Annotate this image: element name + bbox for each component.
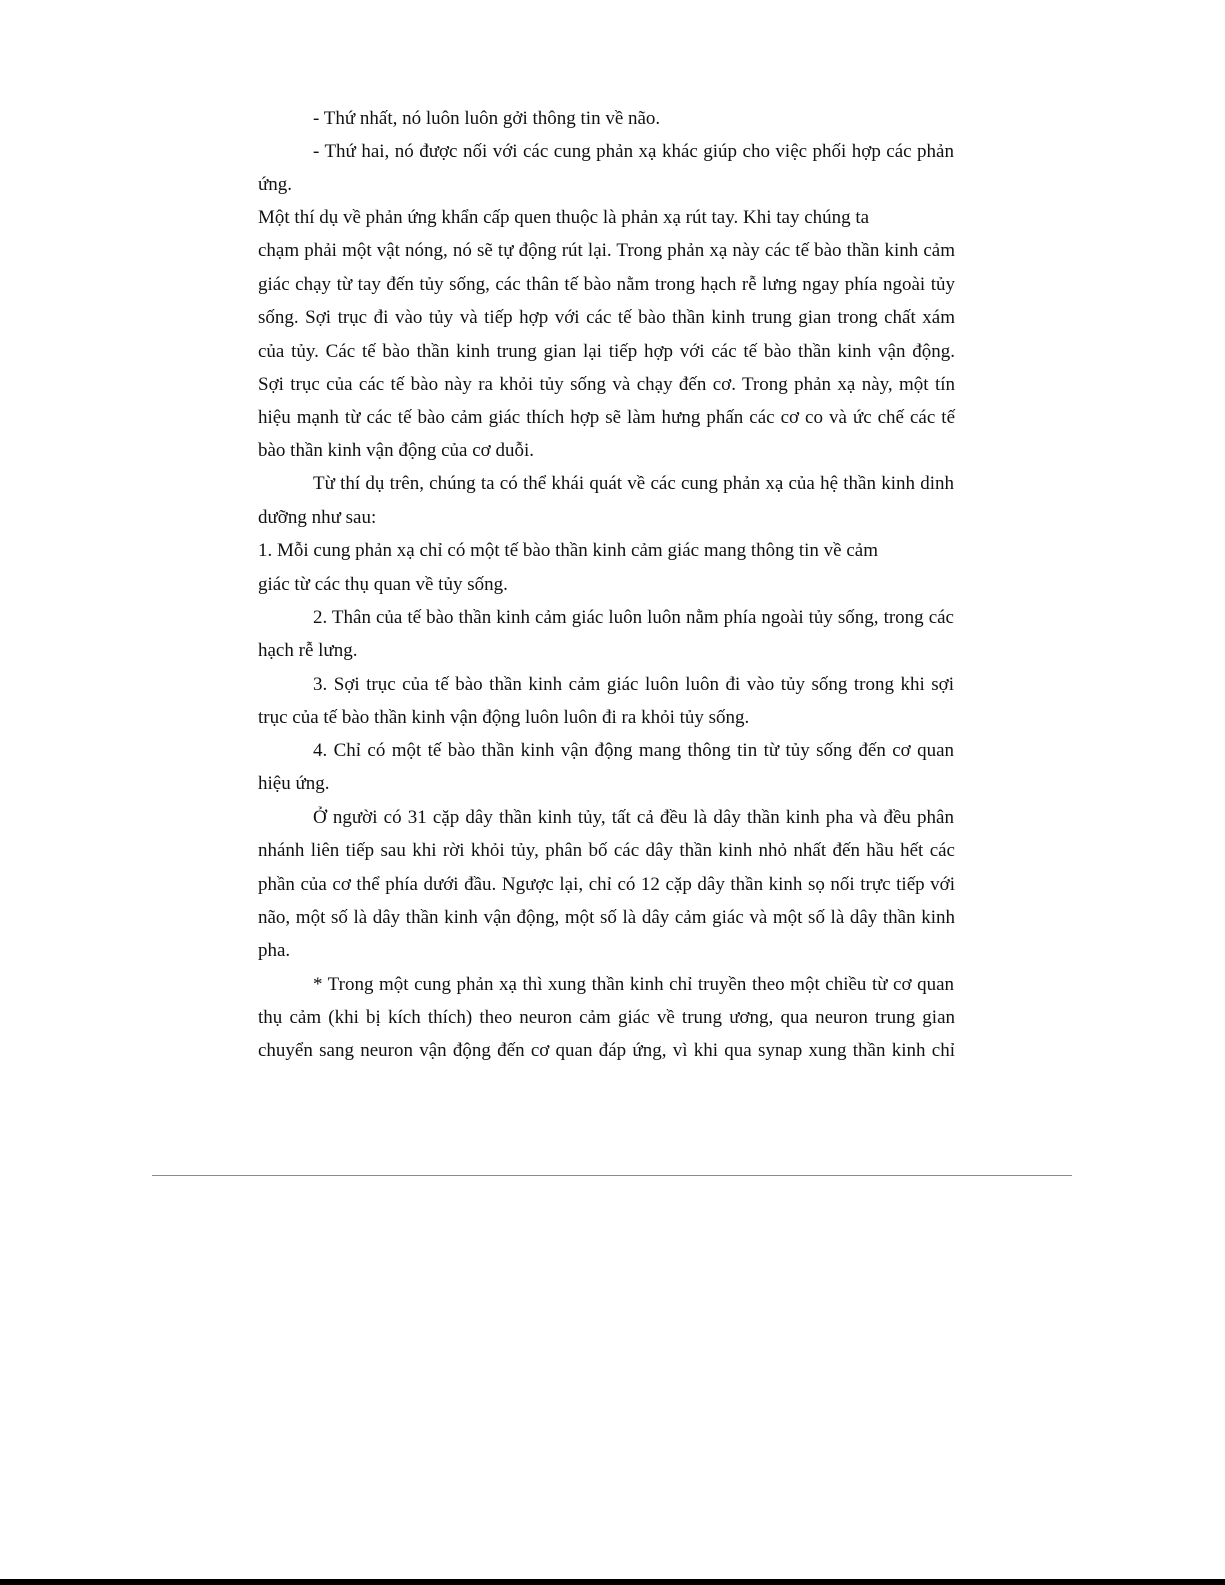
text-line: giác chạy từ tay đến tủy sống, các thân tế bào nằm trong hạch rễ lưng ngay phía ngoài tủy bbox=[258, 274, 955, 295]
text-line: dưỡng như sau: bbox=[258, 507, 377, 528]
text-line: trục của tế bào thần kinh vận động luôn luôn đi ra khỏi tủy sống. bbox=[258, 707, 750, 728]
text-line: hiệu mạnh từ các tế bào cảm giác thích hợp sẽ làm hưng phấn các cơ co và ức chế các tế bbox=[258, 407, 955, 428]
text-line: của tủy. Các tế bào thần kinh trung gian lại tiếp hợp với các tế bào thần kinh vận động. bbox=[258, 341, 955, 362]
text-line: giác từ các thụ quan về tủy sống. bbox=[258, 574, 508, 595]
text-line: nhánh liên tiếp sau khi rời khỏi tủy, phân bố các dây thần kinh nhỏ nhất đến hầu hết các bbox=[258, 840, 955, 861]
text-line: chạm phải một vật nóng, nó sẽ tự động rút lại. Trong phản xạ này các tế bào thần kinh cảm bbox=[258, 240, 955, 261]
text-line: hạch rễ lưng. bbox=[258, 640, 358, 661]
page-separator-rule bbox=[152, 1175, 1072, 1176]
text-line: não, một số là dây thần kinh vận động, một số là dây cảm giác và một số là dây thần kinh bbox=[258, 907, 955, 928]
text-line: bào thần kinh vận động của cơ duỗi. bbox=[258, 440, 534, 461]
text-line: phần của cơ thể phía dưới đầu. Ngược lại, chỉ có 12 cặp dây thần kinh sọ nối trực tiếp với bbox=[258, 874, 955, 895]
text-line: Một thí dụ về phản ứng khẩn cấp quen thuộc là phản xạ rút tay. Khi tay chúng ta bbox=[258, 207, 870, 228]
text-line: * Trong một cung phản xạ thì xung thần kinh chỉ truyền theo một chiều từ cơ quan bbox=[313, 974, 954, 995]
page-bottom-edge bbox=[0, 1579, 1225, 1585]
text-line: 4. Chỉ có một tế bào thần kinh vận động mang thông tin từ tủy sống đến cơ quan bbox=[313, 740, 954, 761]
text-line: 3. Sợi trục của tế bào thần kinh cảm giác luôn luôn đi vào tủy sống trong khi sợi bbox=[313, 674, 954, 695]
text-line: Ở người có 31 cặp dây thần kinh tủy, tất cả đều là dây thần kinh pha và đều phân bbox=[313, 807, 954, 828]
text-line: ứng. bbox=[258, 174, 293, 195]
text-line: Từ thí dụ trên, chúng ta có thể khái quát về các cung phản xạ của hệ thần kinh dinh bbox=[313, 473, 954, 494]
text-line: hiệu ứng. bbox=[258, 773, 330, 794]
text-line: Sợi trục của các tế bào này ra khỏi tủy sống và chạy đến cơ. Trong phản xạ này, một tín bbox=[258, 374, 955, 395]
text-line: pha. bbox=[258, 940, 291, 961]
text-line: 1. Mỗi cung phản xạ chỉ có một tế bào thần kinh cảm giác mang thông tin về cảm bbox=[258, 540, 878, 561]
text-line: - Thứ hai, nó được nối với các cung phản xạ khác giúp cho việc phối hợp các phản bbox=[313, 141, 954, 162]
text-line: 2. Thân của tế bào thần kinh cảm giác luôn luôn nằm phía ngoài tủy sống, trong các bbox=[313, 607, 954, 628]
text-line: thụ cảm (khi bị kích thích) theo neuron cảm giác về trung ương, qua neuron trung gian bbox=[258, 1007, 955, 1028]
text-line: chuyển sang neuron vận động đến cơ quan đáp ứng, vì khi qua synap xung thần kinh chỉ bbox=[258, 1040, 955, 1061]
text-line: sống. Sợi trục đi vào tủy và tiếp hợp với các tế bào thần kinh trung gian trong chất xám bbox=[258, 307, 955, 328]
text-line: - Thứ nhất, nó luôn luôn gởi thông tin về não. bbox=[313, 108, 661, 129]
